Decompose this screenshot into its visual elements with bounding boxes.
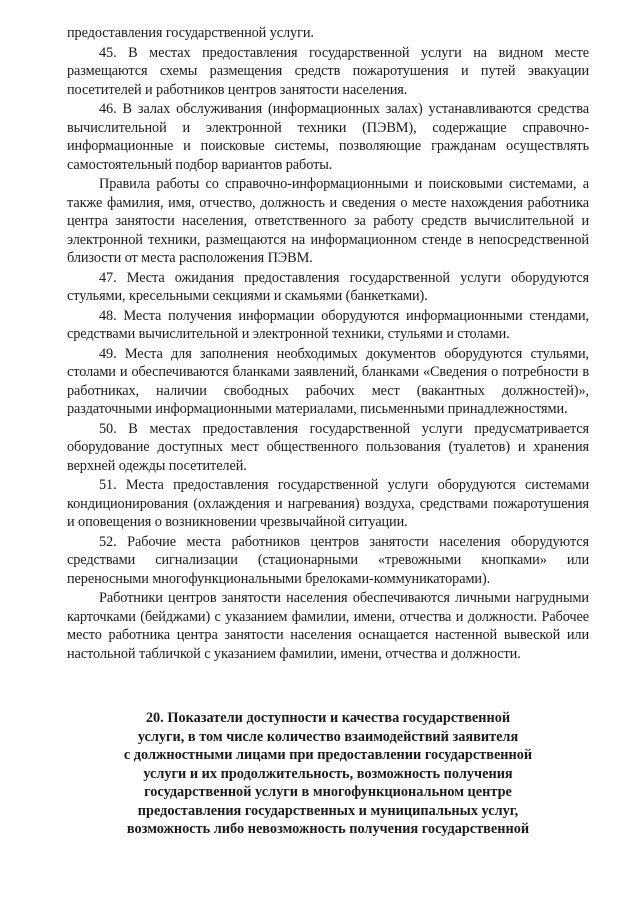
paragraph-50: 50. В местах предоставления государственной услуги предусматривается оборудование доступных мест общественного пользования (туалетов) и хранения верхней одежды посетителей. [67,420,589,474]
paragraph-52-badges: Работники центров занятости населения обеспечиваются личными нагрудными карточками (бейджами) с указанием фамилии, имени, отчества и должности. Рабочее место работника центра занятости населения оснащается настенной вывеской или настольной табличкой с указанием фамилии, имени, отчества и должности. [67,590,589,662]
document-body [67,24,589,664]
paragraph-48: 48. Места получения информации оборудуются информационными стендами, средствами вычислительной и электронной техники, стульями и столами. [67,307,589,342]
heading-line: услуги и их продолжительность, возможность получения [143,765,513,782]
heading-line: государственной услуги в многофункциональном центре [144,784,512,800]
paragraph-52: 52. Рабочие места работников центров занятости населения оборудуются средствами сигнализации (стационарными «тревожными кнопками» или переносными многофункциональными брелоками-коммуникаторами). [67,533,589,587]
paragraph-46-rules: Правила работы со справочно-информационными и поисковыми системами, а также фамилия, имя, отчество, должность и сведения о месте нахождения работника центра занятости населения, ответственного за работу средств вычислительной и электронной техники, размещаются на информационном стенде в непосредственной близости от места расположения ПЭВМ. [67,176,589,266]
section-heading-20 [67,709,589,839]
heading-line: услуги, в том числе количество взаимодействий заявителя [137,728,519,745]
paragraph-continuation: предоставления государственной услуги. [67,25,314,41]
heading-line: предоставления государственных и муниципальных услуг, [137,802,519,819]
heading-line: 20. Показатели доступности и качества государственной [145,710,511,726]
paragraph-51: 51. Места предоставления государственной услуги оборудуются системами кондиционирования (охлаждения и нагревания) воздуха, средствами пожаротушения и оповещения о возникновении чрезвычайной ситуации. [67,477,589,530]
heading-line: с должностными лицами при предоставлении государственной [123,747,533,763]
paragraph-45: 45. В местах предоставления государственной услуги на видном месте размещаются схемы размещения средств пожаротушения и путей эвакуации посетителей и работников центров занятости населения. [67,44,589,98]
paragraph-49: 49. Места для заполнения необходимых документов оборудуются стульями, столами и обеспечиваются бланками заявлений, бланками «Сведения о потребности в работниках, наличии свободных рабочих мест (вакантных должностей)», раздаточными информационными материалами, письменными принадлежностями. [67,345,589,417]
paragraph-46: 46. В залах обслуживания (информационных залах) устанавливаются средства вычислительной и электронной техники (ПЭВМ), содержащие справочно-информационные и поисковые системы, позволяющие гражданам осуществлять самостоятельный подбор вариантов работы. [67,101,589,173]
heading-line: возможность либо невозможность получения государственной [126,821,530,837]
paragraph-47: 47. Места ожидания предоставления государственной услуги оборудуются стульями, кресельными секциями и скамьями (банкетками). [67,269,589,304]
